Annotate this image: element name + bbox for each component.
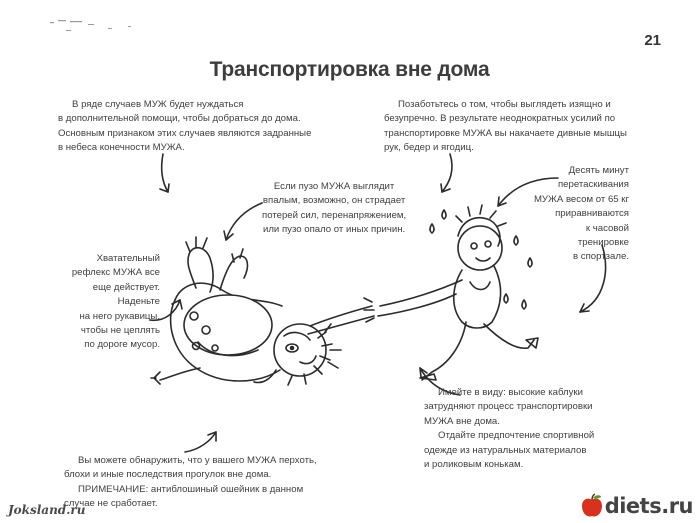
text-line: к часовой <box>585 222 629 234</box>
text-line: ПРИМЕЧАНИЕ: антиблошиный ошейник в данном <box>78 483 304 495</box>
text-line: по дороге мусор. <box>84 339 160 351</box>
text-line: затрудняют процесс транспортировки <box>424 401 593 413</box>
text-line: МУЖА вне дома. <box>424 415 500 427</box>
text-line: одежде из натуральных материалов <box>424 444 587 456</box>
text-line: в дополнительной помощи, чтобы добраться до дома. <box>58 113 301 125</box>
text-line: блохи и иные последствия прогулок вне дома. <box>64 469 272 481</box>
text-line: Отдайте предпочтение спортивной <box>438 430 595 442</box>
text-line: безупречно. В результате неоднократных усилий по <box>384 113 616 125</box>
text-left <box>48 252 160 353</box>
watermark-joksland: Joksland.ru <box>8 503 86 517</box>
text-line: в небеса конечности МУЖА. <box>58 142 185 154</box>
arrow-bottom-left <box>185 432 216 452</box>
text-center <box>262 180 406 238</box>
text-line: транспортировке МУЖА вы накачаете дивные мышцы <box>384 127 627 139</box>
watermark-diets: diets.ru <box>604 494 693 518</box>
text-line: потерей сил, перенапряжением, <box>262 209 407 221</box>
page-title: Транспортировка вне дома <box>209 58 490 81</box>
text-line: Основным признаком этих случаев являются задранные <box>58 127 312 139</box>
apple-icon <box>579 493 605 519</box>
text-line: Десять минут <box>568 165 629 176</box>
text-bottom-left <box>64 454 317 512</box>
dragged-man-figure <box>151 237 374 385</box>
text-line: рук, бедер и ягодиц. <box>384 142 474 154</box>
text-top-right <box>384 98 627 156</box>
text-line: рефлекс МУЖА все <box>71 267 160 279</box>
text-line: Хватательный <box>96 253 160 264</box>
text-line: Имейте в виду: высокие каблуки <box>438 387 583 398</box>
page-number: 21 <box>644 32 661 49</box>
text-line: приравниваются <box>555 208 629 220</box>
text-line: перетаскивания <box>557 179 629 191</box>
text-line: еще действует. <box>92 281 160 293</box>
text-line: В ряде случаев МУЖ будет нуждаться <box>72 99 244 110</box>
text-line: Если пузо МУЖА выглядит <box>273 181 395 192</box>
text-line: на него рукавицы, <box>79 310 160 322</box>
text-line: Позаботьтесь о том, чтобы выглядеть изящно и <box>398 99 611 110</box>
text-line: или пузо опало от иных причин. <box>262 224 406 236</box>
text-line: чтобы не цеплять <box>80 325 160 337</box>
text-line: впалым, возможно, он страдает <box>262 195 406 207</box>
text-line: Вы можете обнаружить, что у вашего МУЖА перхоть, <box>78 455 317 466</box>
text-line: и роликовым конькам. <box>424 459 524 471</box>
text-line: в спортзале. <box>573 251 629 263</box>
arrow-top-right <box>442 154 452 192</box>
text-top-left <box>58 98 311 156</box>
arrow-top-left <box>162 154 168 192</box>
diets-logo <box>579 493 693 519</box>
text-line: Наденьте <box>117 296 160 308</box>
text-line: МУЖА весом от 65 кг <box>533 193 629 205</box>
text-right <box>534 164 629 265</box>
text-bottom-right <box>424 386 594 472</box>
text-line: случае не сработает. <box>64 498 158 510</box>
text-line: тренировке <box>577 237 629 249</box>
